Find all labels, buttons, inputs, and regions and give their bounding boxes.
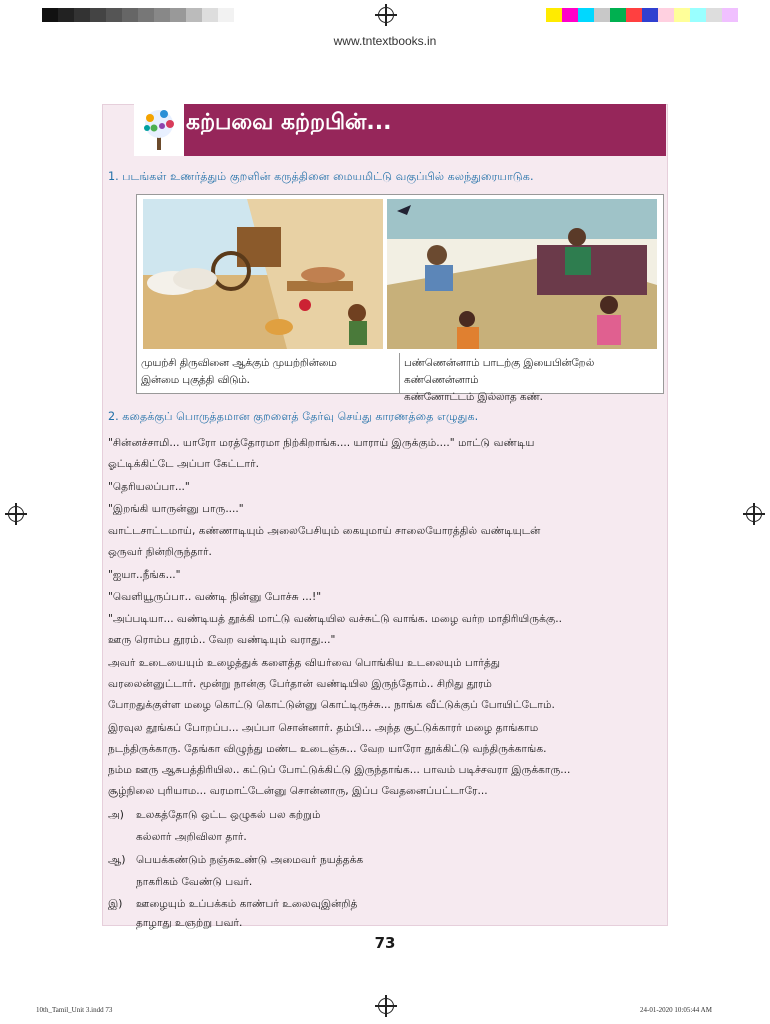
- caption-left-line-2: இன்மை புகுத்தி விடும்.: [141, 374, 250, 386]
- registration-mark-bottom: [378, 998, 394, 1014]
- story-line: "இறங்கி யாருன்னு பாரு....": [108, 503, 244, 515]
- option-b-line-1: பெயக்கண்டும் நஞ்சுஉண்டு அமைவர் நயத்தக்க: [136, 854, 364, 866]
- caption-right: [400, 353, 663, 403]
- story-line: "தெரியலப்பா...": [108, 481, 190, 493]
- question-2-heading: 2. கதைக்குப் பொருத்தமான குறளைத் தேர்வு செய்து காரணத்தை எழுதுக.: [108, 410, 479, 423]
- option-a-line-2: கல்லார் அறிவிலா தார்.: [136, 831, 247, 843]
- registration-mark-right: [746, 506, 762, 522]
- story-line: ஓட்டிக்கிட்டே அப்பா கேட்டார்.: [108, 458, 259, 470]
- story-line: வரலைன்னுட்டார். மூன்று நான்கு பேர்தான் வண்டியில இருந்தோம்.. சிறிது தூரம்: [108, 678, 492, 690]
- caption-right-line-1: பண்ணென்னாம் பாடற்கு இயைபின்றேல் கண்ணென்னாம்: [404, 357, 595, 386]
- story-line: "வெளியூருப்பா.. வண்டி நின்னு போச்சு ...!": [108, 591, 322, 603]
- story-line: சூழ்நிலை புரியாம... வரமாட்டேன்னு சொன்னாரு, இப்ப வேதனைப்பட்டாரே...: [108, 785, 488, 797]
- section-title: கற்பவை கற்றபின்...: [186, 110, 392, 135]
- illustration-left-farmer: [137, 195, 663, 353]
- option-b-line-2: நாகரிகம் வேண்டு பவர்.: [136, 876, 253, 888]
- footer-filename: 10th_Tamil_Unit 3.indd 73: [36, 1006, 113, 1014]
- story-line: "அப்படியா... வண்டியத் தூக்கி மாட்டு வண்டியில வச்சுட்டு வாங்க. மழை வர்ற மாதிரியிருக்கு..: [108, 613, 562, 625]
- illustration-frame: [136, 194, 664, 354]
- option-c-line-2: தாழாது உஞற்று பவர்.: [136, 917, 243, 929]
- story-line: ஊரு ரொம்ப தூரம்.. வேற வண்டியும் வராது...": [108, 634, 336, 646]
- caption-row: [136, 353, 664, 403]
- option-a-label: அ): [108, 809, 124, 821]
- registration-mark-top: [378, 7, 394, 23]
- page-number: 73: [374, 934, 396, 952]
- color-bar: [546, 8, 738, 22]
- story-line: "சின்னச்சாமி... யாரோ மரத்தோரமா நிற்கிறாங்க.... யாராய் இருக்கும்...." மாட்டு வண்டிய: [108, 437, 535, 449]
- story-line: வாட்டசாட்டமாய், கண்ணாடியும் அலைபேசியும் கையுமாய் சாலையோரத்தில் வண்டியுடன்: [108, 525, 541, 537]
- site-url: www.tntextbooks.in: [333, 34, 437, 48]
- story-line: நடந்திருக்காரு. தேங்கா விழுந்து மண்ட உடைஞ்சு... வேற யாரோ தூக்கிட்டு வந்திருக்காங்க.: [108, 743, 547, 755]
- grayscale-bar: [42, 8, 234, 22]
- story-line: போறதுக்குள்ள மழை கொட்டு கொட்டுன்னு கொட்டிருச்சு... நாங்க வீட்டுக்குப் போயிட்டோம்.: [108, 699, 555, 711]
- caption-left: [137, 353, 400, 393]
- story-line: இரவுல தூங்கப் போறப்ப... அப்பா சொன்னார். தம்பி... அந்த சூட்டுக்காரர் மழை தாங்காம: [108, 722, 539, 734]
- option-b-label: ஆ): [108, 854, 126, 866]
- registration-mark-left: [8, 506, 24, 522]
- option-a-line-1: உலகத்தோடு ஒட்ட ஒழுகல் பல கற்றும்: [136, 809, 321, 821]
- tree-logo: [134, 104, 184, 156]
- story-line: நம்ம ஊரு ஆசுபத்திரியில.. கட்டுப் போட்டுக்கிட்டு இருந்தாங்க... பாவம் படிச்சவரா இருக்காரு...: [108, 764, 571, 776]
- story-line: ஒருவர் நின்றிருந்தார்.: [108, 546, 212, 558]
- option-c-line-1: ஊழையும் உப்பக்கம் காண்பர் உலைவுஇன்றித்: [136, 898, 358, 910]
- option-c-label: இ): [108, 898, 123, 910]
- question-1-heading: 1. படங்கள் உணர்த்தும் குறளின் கருத்தினை மையமிட்டு வகுப்பில் கலந்துரையாடுக.: [108, 170, 534, 183]
- footer-timestamp: 24-01-2020 10:05:44 AM: [640, 1006, 712, 1014]
- story-line: அவர் உடையையும் உழைத்துக் களைத்த வியர்வை பொங்கிய உடலையும் பார்த்து: [108, 657, 501, 669]
- story-line: "ஐயா..நீங்க...": [108, 569, 181, 581]
- caption-right-line-2: கண்ணோட்டம் இல்லாத கண்.: [404, 391, 543, 403]
- caption-left-line-1: முயற்சி திருவினை ஆக்கும் முயற்றின்மை: [141, 357, 337, 369]
